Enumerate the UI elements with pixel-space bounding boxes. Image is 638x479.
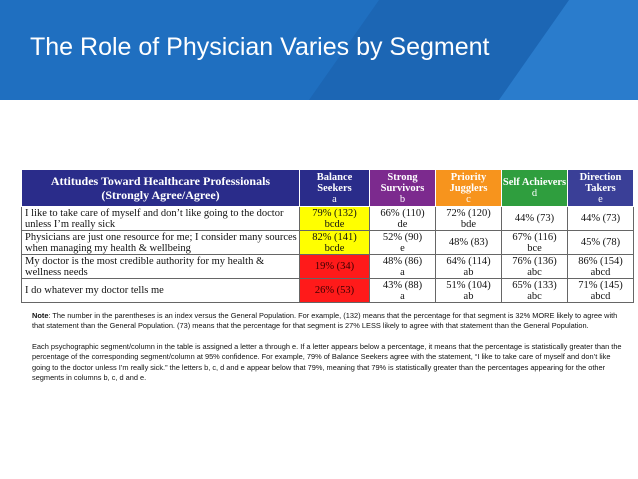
significance-letters: bde xyxy=(460,218,477,230)
percentage: 67% (116) xyxy=(512,231,557,243)
value-cell xyxy=(502,255,568,279)
notes-section xyxy=(32,311,622,393)
value-cell xyxy=(568,231,634,255)
percentage: 64% (114) xyxy=(446,255,491,267)
significance-letters: ab xyxy=(463,266,474,278)
column-header-strong-survivors xyxy=(370,170,436,207)
significance-letters: bce xyxy=(527,242,542,254)
value-cell xyxy=(300,255,370,279)
value-cell xyxy=(502,207,568,231)
column-name: Strong Survivors xyxy=(380,171,425,194)
value-cell xyxy=(300,279,370,303)
column-letter: b xyxy=(399,193,406,205)
percentage: 79% (132) xyxy=(312,207,357,219)
significance-letters: de xyxy=(397,218,408,230)
column-header-self-achievers xyxy=(502,170,568,207)
statement-cell: I do whatever my doctor tells me xyxy=(22,279,300,303)
value-cell xyxy=(502,279,568,303)
percentage: 26% (53) xyxy=(314,285,355,296)
significance-letters: abcd xyxy=(590,290,611,302)
table-row xyxy=(22,231,634,255)
percentage: 86% (154) xyxy=(578,255,623,267)
table-row xyxy=(22,207,634,231)
value-cell xyxy=(568,207,634,231)
percentage: 44% (73) xyxy=(580,213,621,224)
table-row xyxy=(22,255,634,279)
significance-letters: bcde xyxy=(324,218,345,230)
note-paragraph xyxy=(32,311,622,332)
value-cell xyxy=(436,231,502,255)
table-title: Attitudes Toward Healthcare Professionals xyxy=(50,174,271,188)
statement-cell: My doctor is the most credible authority for my health & wellness needs xyxy=(22,255,300,279)
table-title-cell xyxy=(22,170,300,207)
percentage: 66% (110) xyxy=(380,207,425,219)
significance-letters: abc xyxy=(527,290,542,302)
table-row xyxy=(22,279,634,303)
column-header-balance-seekers xyxy=(300,170,370,207)
percentage: 48% (86) xyxy=(382,255,423,267)
statement-cell: I like to take care of myself and don’t like going to the doctor unless I’m really sick xyxy=(22,207,300,231)
value-cell xyxy=(300,231,370,255)
value-cell xyxy=(568,279,634,303)
value-cell xyxy=(502,231,568,255)
note-label: Note xyxy=(32,311,49,320)
title-banner xyxy=(0,0,638,100)
percentage: 43% (88) xyxy=(382,279,423,291)
column-letter: c xyxy=(466,193,471,205)
value-cell xyxy=(370,207,436,231)
value-cell xyxy=(568,255,634,279)
column-header-priority-jugglers xyxy=(436,170,502,207)
percentage: 45% (78) xyxy=(580,237,621,248)
value-cell xyxy=(370,231,436,255)
statement-cell: Physicians are just one resource for me; I consider many sources when managing my health & wellbeing xyxy=(22,231,300,255)
significance-letters: abc xyxy=(527,266,542,278)
percentage: 44% (73) xyxy=(514,213,555,224)
percentage: 51% (104) xyxy=(446,279,491,291)
percentage: 48% (83) xyxy=(448,237,489,248)
significance-letters: ab xyxy=(463,290,474,302)
page-title: The Role of Physician Varies by Segment xyxy=(30,33,490,61)
percentage: 76% (136) xyxy=(512,255,557,267)
significance-letters: bcde xyxy=(324,242,345,254)
percentage: 65% (133) xyxy=(512,279,557,291)
value-cell xyxy=(436,279,502,303)
percentage: 72% (120) xyxy=(446,207,491,219)
percentage: 82% (141) xyxy=(312,231,357,243)
percentage: 52% (90) xyxy=(382,231,423,243)
significance-letters: a xyxy=(400,290,405,302)
significance-letters: e xyxy=(400,242,405,254)
column-name: Balance Seekers xyxy=(316,171,353,194)
significance-letters: a xyxy=(400,266,405,278)
value-cell xyxy=(370,255,436,279)
value-cell xyxy=(436,255,502,279)
value-cell xyxy=(370,279,436,303)
table-subtitle: (Strongly Agree/Agree) xyxy=(101,188,220,202)
column-name: Priority Jugglers xyxy=(449,171,488,194)
column-letter: a xyxy=(332,193,337,205)
explanation-paragraph: Each psychographic segment/column in the table is assigned a letter a through e. If a letter appears below a percentage, it means that the percentage is statistically greater than the percentage of the corresponding segment/column at 95% confidence. For example, 79% of Balance Seekers agree with the statement, “I like to take care of myself and don’t like going to the doctor unless I’m really sick.” the letters b, c, d and e appear below that 79%, meaning that 79% is statistically greater than the percentages appearing for the other segments in columns b, c, d and e. xyxy=(32,341,622,383)
note-text: : The number in the parentheses is an index versus the General Population. For example, (132) means that the percentage for that segment is 32% MORE likely to agree with that statement than the General Population. (73) means that the percentage for that segment is 27% LESS likely to agree with that statement than the General Population. xyxy=(32,311,618,331)
column-letter: e xyxy=(598,193,603,205)
column-name: Self Achievers xyxy=(502,177,567,188)
significance-letters: abcd xyxy=(590,266,611,278)
table-header-row xyxy=(22,170,634,207)
percentage: 19% (34) xyxy=(314,261,355,272)
column-letter: d xyxy=(531,188,538,199)
attitudes-table xyxy=(21,169,633,303)
column-name: Direction Takers xyxy=(579,171,622,194)
value-cell xyxy=(300,207,370,231)
value-cell xyxy=(436,207,502,231)
column-header-direction-takers xyxy=(568,170,634,207)
percentage: 71% (145) xyxy=(578,279,623,291)
